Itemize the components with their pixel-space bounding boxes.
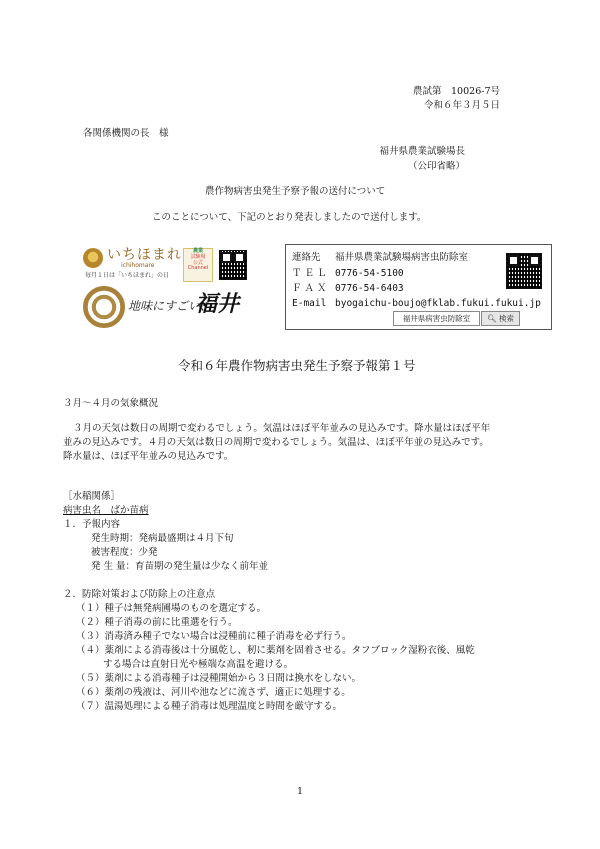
weather-line-2: 並みの見込みです。４月の天気は数日の周期で変わるでしょう。気温は、ほぼ平年並の見込みです。	[63, 437, 489, 448]
ichihomare-romaji: ichihomare	[121, 262, 155, 269]
measure-4: （４）薬剤による消毒後は十分風乾し、籾に薬剤を固着させる。タフブロック湿粉衣後、風乾	[76, 645, 475, 656]
intro-text: このことについて、下記のとおり発表しましたので送付します。	[152, 212, 427, 223]
fukui-slogan: 地味にすごい、	[128, 299, 213, 313]
tel-label: ＴＥＬ	[292, 268, 330, 279]
search-icon: 🔍︎	[487, 314, 497, 323]
page-number: 1	[297, 786, 304, 797]
search-button-label: 検索	[498, 314, 514, 323]
channel-badge	[183, 248, 213, 282]
sender: 福井県農業試験場長	[379, 146, 465, 157]
section-forecast-heading: １．予報内容	[63, 519, 121, 530]
pest-name: 病害虫名 ばか苗病	[63, 505, 149, 516]
category-heading: ［水稲関係］	[63, 491, 121, 502]
measure-1: （１）種子は無発病圃場のものを選定する。	[76, 603, 267, 614]
contact-label: 連絡先	[292, 252, 321, 263]
measure-6: （６）薬剤の残液は、河川や池などに流さず、適正に処理する。	[76, 687, 351, 698]
measure-3: （３）消毒済み種子でない場合は浸種前に種子消毒を必ず行う。	[76, 631, 352, 642]
weather-line-1: ３月の天気は数日の周期で変わるでしょう。気温はほぼ平年並みの見込みです。降水量はほぼ平年	[73, 423, 491, 434]
fukui-logo-text: 福井	[195, 291, 240, 317]
measure-7: （７）温湯処理による種子消毒は処理温度と時間を厳守する。	[76, 701, 343, 712]
measure-4-continued: する場合は直射日光や極端な高温を避ける。	[103, 659, 294, 670]
forecast-amount: 発 生 量：育苗期の発生量は少なく前年並	[91, 561, 269, 572]
recipient: 各関係機関の長 様	[83, 128, 169, 139]
channel-badge-line3: 公式Channel	[187, 259, 209, 272]
search-button[interactable]	[481, 311, 520, 326]
tel-number: 0776-54-5100	[335, 268, 404, 279]
fax-number: 0776-54-6403	[335, 283, 404, 294]
ichihomare-logo-text: いちほまれ	[107, 247, 182, 263]
org-search-field[interactable]: 福井県病害虫防除室	[393, 311, 480, 326]
ichihomare-day-caption: 毎月１日は「いちほまれ」の日	[85, 272, 170, 279]
forecast-damage: 被害程度：少発	[91, 547, 158, 558]
subject-line: 農作物病害虫発生予察予報の送付について	[205, 186, 386, 197]
page-title: 令和６年農作物病害虫発生予察予報第１号	[178, 358, 416, 373]
section-measures-heading: ２．防除対策および防除上の注意点	[63, 589, 216, 600]
seal-omitted: （公印省略）	[407, 161, 465, 172]
measure-2: （２）種子消毒の前に比重選を行う。	[76, 617, 238, 628]
document-number: 農試第 10026-7号	[413, 86, 500, 97]
forecast-timing: 発生時期：発病最盛期は４月下旬	[91, 533, 234, 544]
measure-5: （５）薬剤による消毒種子は浸種開始から３日間は換水をしない。	[76, 673, 362, 684]
channel-badge-line1: 農業	[192, 248, 203, 254]
channel-qr-code-icon	[219, 250, 247, 280]
weather-heading: ３月～４月の気象概況	[63, 398, 159, 409]
contact-qr-code-icon	[506, 253, 542, 289]
email-address[interactable]: byogaichu-boujo@fklab.fukui.fukui.jp	[335, 298, 541, 309]
ichihomare-logo-icon	[83, 248, 103, 268]
document-date: 令和６年３月５日	[423, 100, 500, 111]
fukui-emblem-icon	[83, 286, 125, 328]
email-label: E-mail	[292, 298, 327, 309]
contact-org: 福井県農業試験場病害虫防除室	[335, 252, 469, 263]
fax-label: ＦＡＸ	[292, 283, 330, 294]
channel-badge-line2: 試験場	[190, 253, 206, 260]
weather-line-3: 降水量は、ほぼ平年並みの見込みです。	[63, 451, 234, 462]
